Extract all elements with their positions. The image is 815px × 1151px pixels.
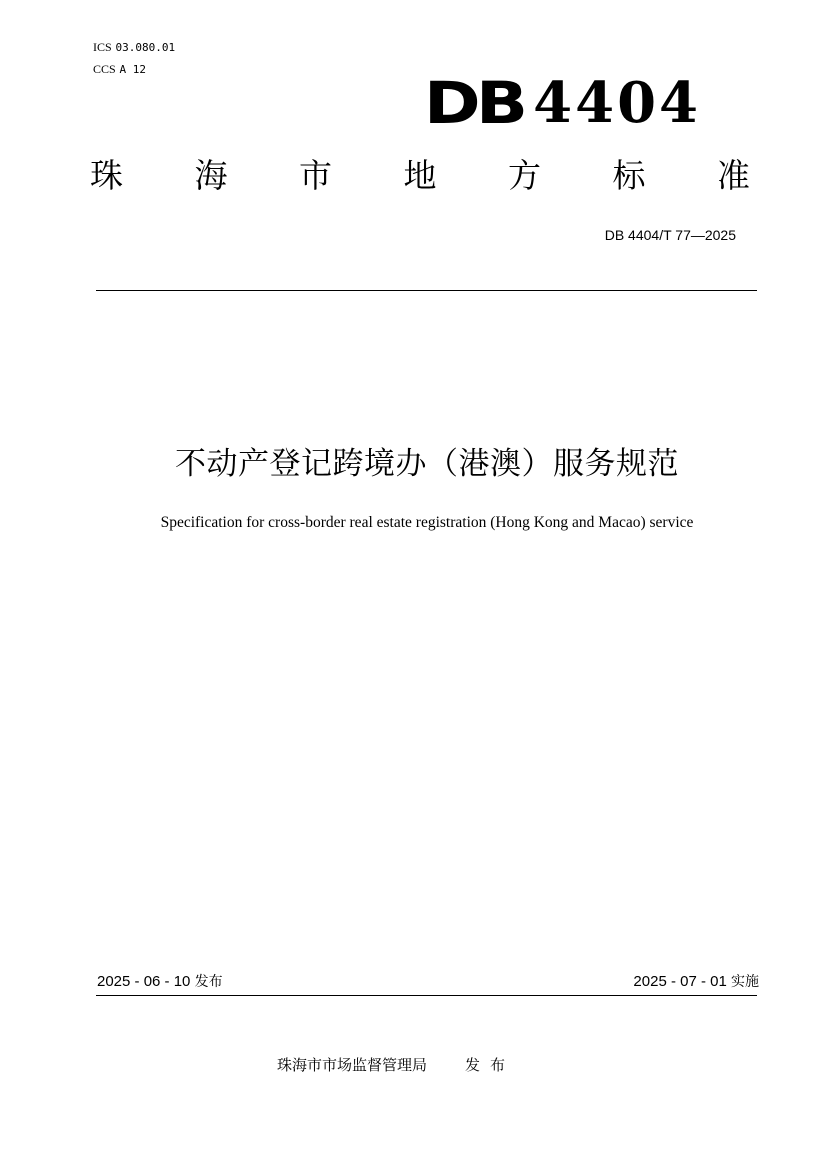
- standard-type-char: 海: [194, 156, 228, 195]
- standard-type-char: 珠: [90, 156, 123, 195]
- implementation-date: [633, 972, 759, 992]
- standard-type-heading: [90, 156, 750, 196]
- ics-value: 03.080.01: [115, 41, 176, 54]
- ccs-label: CCS: [93, 62, 116, 76]
- standard-type-char: 准: [717, 156, 750, 195]
- implementation-date-value: 2025 - 07 - 01: [633, 973, 727, 990]
- standard-type-char: 市: [299, 156, 332, 195]
- issue-date-value: 2025 - 06 - 10: [97, 973, 191, 990]
- standard-number: DB 4404/T 77—2025: [604, 227, 736, 243]
- ccs-value: A 12: [119, 63, 147, 76]
- standard-type-char: 方: [508, 156, 541, 195]
- title-chinese: 不动产登记跨境办（港澳）服务规范: [175, 446, 679, 482]
- issuer-action: 发布: [465, 1056, 516, 1074]
- issue-date: [97, 972, 223, 992]
- db-mark: DB: [423, 69, 524, 137]
- header-divider: [96, 290, 757, 291]
- db-region-code: 4404: [533, 70, 701, 136]
- db-standard-logo: [423, 69, 701, 137]
- footer-divider: [96, 995, 757, 996]
- standard-type-char: 地: [403, 156, 437, 195]
- ccs-code: [93, 62, 146, 77]
- standard-type-char: 标: [612, 156, 646, 195]
- ics-code: [93, 40, 175, 55]
- issuing-authority: [277, 1055, 515, 1075]
- ics-label: ICS: [93, 40, 112, 54]
- issue-date-label: 发布: [194, 974, 223, 990]
- issuer-name: 珠海市市场监督管理局: [277, 1056, 428, 1074]
- title-english: Specification for cross-border real estate registration (Hong Kong and Macao) service: [160, 514, 694, 531]
- implementation-date-label: 实施: [731, 974, 759, 990]
